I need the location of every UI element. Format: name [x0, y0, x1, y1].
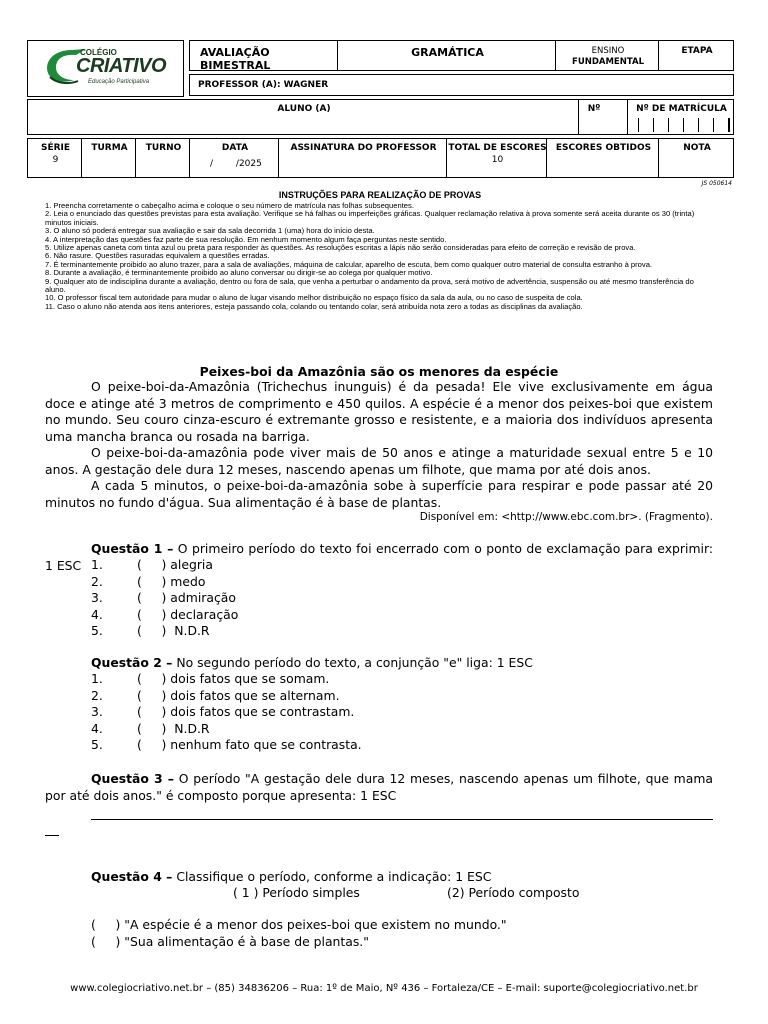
student-cell — [27, 99, 579, 135]
question-1-text: O primeiro período do texto foi encerrado com o ponto de exclamação para exprimir: 1 ESC — [45, 541, 714, 573]
class-cell — [81, 138, 136, 178]
stage-label: ETAPA — [681, 46, 713, 56]
question-2-label: Questão 2 – — [91, 655, 173, 670]
series-value: 9 — [52, 155, 59, 165]
grade-cell — [658, 138, 734, 178]
level-line2: FUNDAMENTAL — [572, 57, 644, 67]
logo-box — [27, 40, 184, 97]
instruction-item: 2. Leia o enunciado das questões previstas para esta avaliação. Verifique se há falhas ou imperfeições gráficas. Qualquer reclamação relativa à prova somente será aceita durante os 30 (trinta) minutos iniciais. — [45, 209, 695, 227]
total-label: TOTAL DE ESCORES — [448, 143, 547, 153]
instruction-item: 7. É terminantemente proibido ao aluno trazer, para a sala de avaliações, máquina de calcular, aparelho de escuta, bem como qualquer outro material de consulta estranho à prova. — [45, 259, 653, 269]
q2-option[interactable]: 4. ( ) N.D.R — [91, 721, 210, 736]
answer-line-end[interactable] — [45, 835, 59, 836]
question-2 — [45, 655, 713, 672]
total-value: 10 — [491, 155, 504, 165]
instruction-item: 1. Preencha corretamente o cabeçalho acima e coloque o seu número de matrícula nas folhas subsequentes. — [45, 201, 414, 210]
q4-item[interactable]: ( ) "Sua alimentação é à base de plantas." — [91, 934, 369, 949]
school-name: CRIATIVO — [76, 55, 167, 77]
number-label: Nº — [587, 104, 601, 114]
teacher-label: PROFESSOR (A): WAGNER — [198, 80, 329, 90]
question-3 — [45, 771, 713, 804]
enrollment-label: Nº DE MATRÍCULA — [636, 104, 727, 114]
enrollment-cell — [627, 99, 734, 135]
question-3-text: O período "A gestação dele dura 12 meses, nascendo apenas um filhote, que mama por até dois anos." é composto porque apresenta: 1 ESC — [45, 771, 714, 803]
signature-label: ASSINATURA DO PROFESSOR — [290, 143, 437, 153]
reading-text — [45, 379, 713, 511]
q1-option[interactable]: 4. ( ) declaração — [91, 607, 239, 622]
text-paragraph-3: A cada 5 minutos, o peixe-boi-da-amazônia sobe à superfície para respirar e pode passar até 20 minutos no fundo d'água. Sua alimentação é à base de plantas. — [45, 478, 713, 510]
instruction-item: 5. Utilize apenas caneta com tinta azul ou preta para responder às questões. As resoluções escritas a lápis não serão consideradas para efeito de correção e revisão de prova. — [45, 243, 636, 253]
school-tagline: Educação Participativa — [88, 79, 150, 85]
form-code: JS 050614 — [701, 180, 732, 187]
student-label: ALUNO (A) — [277, 104, 331, 114]
q1-option[interactable]: 2. ( ) medo — [91, 574, 206, 589]
text-title: Peixes-boi da Amazônia são os menores da espécie — [199, 364, 559, 379]
number-cell — [578, 99, 628, 135]
exam-title: AVALIAÇÃO BIMESTRAL — [200, 46, 271, 72]
shift-label: TURNO — [145, 143, 182, 153]
class-label: TURMA — [91, 143, 128, 153]
q4-legend-simple: ( 1 ) Período simples — [233, 885, 360, 900]
teacher-cell — [189, 74, 734, 96]
series-label: SÉRIE — [40, 143, 71, 153]
enrollment-boxes — [638, 118, 730, 132]
subject-cell — [337, 40, 556, 71]
q4-legend-compound: (2) Período composto — [447, 885, 580, 900]
text-source: Disponível em: <http://www.ebc.com.br>. (Fragmento). — [419, 511, 713, 523]
instruction-item: 4. A interpretação das questões faz parte de sua resolução. Em nenhum momento algum faça perguntas neste sentido. — [45, 234, 447, 244]
footer-contact: www.colegiocriativo.net.br – (85) 34836206 – Rua: 1º de Maio, Nº 436 – Fortaleza/CE – E-mail: suporte@colegiocriativo.net.br — [70, 983, 698, 994]
total-cell — [446, 138, 547, 178]
text-paragraph-2: O peixe-boi-da-amazônia pode viver mais de 50 anos e atinge a maturidade sexual entre 5 e 10 anos. A gestação dele dura 12 meses, nascendo apenas um filhote, que mama por até dois anos. — [45, 445, 713, 477]
grade-label: NOTA — [683, 143, 711, 153]
obtained-label: ESCORES OBTIDOS — [555, 143, 652, 153]
instruction-item: 8. Durante a avaliação, é terminantemente proibido ao aluno conversar ou dirigir-se ao colega por qualquer motivo. — [45, 268, 433, 278]
school-small-label: COLÉGIO — [80, 48, 117, 57]
subject-title: GRAMÁTICA — [411, 46, 484, 59]
question-4-text: Classifique o período, conforme a indicação: 1 ESC — [172, 869, 492, 884]
q2-option[interactable]: 5. ( ) nenhum fato que se contrasta. — [91, 737, 362, 752]
answer-line[interactable] — [91, 819, 713, 820]
instructions-title: INSTRUÇÕES PARA REALIZAÇÃO DE PROVAS — [278, 190, 482, 200]
q2-option[interactable]: 1. ( ) dois fatos que se somam. — [91, 671, 330, 686]
instruction-item: 11. Caso o aluno não atenda aos itens anteriores, esteja passando cola, colando ou tentando colar, será atribuída nota zero a todas as disciplinas da avaliação. — [45, 301, 583, 311]
signature-cell — [278, 138, 447, 178]
exam-cell — [189, 40, 338, 71]
question-2-text: No segundo período do texto, a conjunção "e" liga: 1 ESC — [172, 655, 533, 670]
date-label: DATA — [221, 143, 249, 153]
question-4-label: Questão 4 – — [91, 869, 173, 884]
level-cell — [555, 40, 659, 71]
q4-item[interactable]: ( ) "A espécie é a menor dos peixes-boi que existem no mundo." — [91, 917, 507, 932]
shift-cell — [135, 138, 190, 178]
instruction-item: 9. Qualquer ato de indisciplina durante a avaliação, dentro ou fora de sala, que venha a perturbar o andamento da prova, será motivo de advertência, suspensão ou até mesmo transferência do aluno. — [45, 276, 694, 295]
level-line1: ENSINO — [591, 46, 625, 56]
instruction-item: 10. O professor fiscal tem autoridade para mudar o aluno de lugar visando melhor distribuição no espaço físico da sala da aula, ou no caso de suspeita de cola. — [45, 293, 583, 303]
date-value: / /2025 — [210, 159, 262, 169]
q2-option[interactable]: 2. ( ) dois fatos que se alternam. — [91, 688, 340, 703]
question-3-label: Questão 3 – — [91, 771, 174, 786]
q2-option[interactable]: 3. ( ) dois fatos que se contrastam. — [91, 704, 355, 719]
instruction-item: 3. O aluno só poderá entregar sua avaliação e sair da sala decorrida 1 (uma) hora do início desta. — [45, 226, 375, 236]
instruction-item: 6. Não rasure. Questões rasuradas equivalem a questões erradas. — [45, 251, 270, 261]
date-cell — [189, 138, 279, 178]
text-paragraph-1: O peixe-boi-da-Amazônia (Trichechus inunguis) é da pesada! Ele vive exclusivamente em água doce e atinge até 3 metros de comprimento e 450 quilos. A espécie é a menor dos peixes-boi que existem no mundo. Seu couro cinza-escuro é extremante grosso e resistente, e a maioria dos indivíduos apresenta uma mancha branca ou rosada na barriga. — [45, 379, 713, 444]
question-1-label: Questão 1 – — [91, 541, 174, 556]
q1-option[interactable]: 3. ( ) admiração — [91, 590, 236, 605]
q1-option[interactable]: 1. ( ) alegria — [91, 557, 213, 572]
q1-option[interactable]: 5. ( ) N.D.R — [91, 623, 210, 638]
series-cell — [27, 138, 82, 178]
obtained-cell — [546, 138, 659, 178]
question-4 — [45, 869, 713, 886]
instructions-list — [45, 202, 715, 311]
stage-cell — [658, 40, 734, 71]
